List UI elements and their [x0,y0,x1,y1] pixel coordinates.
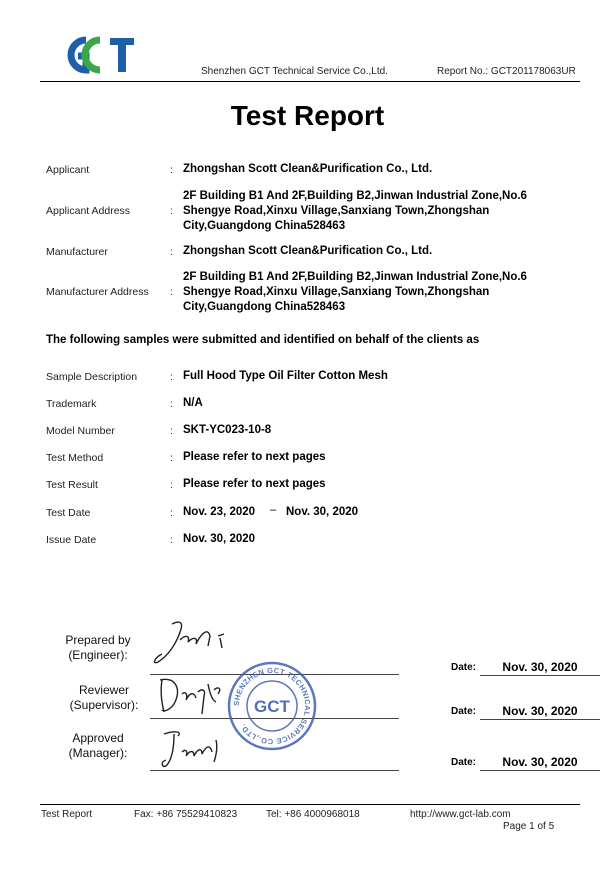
colon: : [170,507,173,519]
label-line: (Manager): [68,746,128,760]
address-line: Shengye Road,Xinxu Village,Sanxiang Town,Zhongshan [183,286,490,298]
test-method-label: Test Method [46,452,104,464]
reviewer-label [58,683,150,713]
model-number-label: Model Number [46,425,115,437]
manufacturer-label: Manufacturer [46,246,108,258]
sample-description-label: Sample Description [46,371,138,383]
address-line: Shengye Road,Xinxu Village,Sanxiang Town,Zhongshan [183,205,490,217]
trademark-label: Trademark [46,398,97,410]
manufacturer-value: Zhongshan Scott Clean&Purification Co., Ltd. [183,245,433,257]
test-date-end: Nov. 30, 2020 [286,506,359,518]
company-stamp [226,660,318,752]
trademark-value: N/A [183,397,203,409]
colon: : [170,398,173,410]
colon: : [170,534,173,546]
stamp-ring-text: SHENZHEN GCT TECHNICAL SERVICE CO.,LTD. [231,665,313,747]
reviewer-date-value: Nov. 30, 2020 [502,704,578,718]
colon: : [170,371,173,383]
sample-description-value: Full Hood Type Oil Filter Cotton Mesh [183,370,388,382]
footer-fax: Fax: +86 75529410823 [134,809,238,820]
colon: : [170,205,173,217]
colon: : [170,425,173,437]
approved-date-label: Date: [451,757,477,768]
approved-date-line [480,770,600,771]
reviewer-date-line [480,719,600,720]
header-divider [40,81,580,82]
samples-section-heading: The following samples were submitted and identified on behalf of the clients as [46,334,480,346]
approved-label [52,731,144,761]
test-date-separator: – [270,504,277,516]
prepared-date-value: Nov. 30, 2020 [502,660,578,674]
model-number-value: SKT-YC023-10-8 [183,424,272,436]
prepared-date-label: Date: [451,662,477,673]
applicant-address-value [183,189,563,234]
manager-signature-line [150,770,399,771]
address-line: City,Guangdong China528463 [183,301,346,313]
applicant-value: Zhongshan Scott Clean&Purification Co., Ltd. [183,163,433,175]
address-line: City,Guangdong China528463 [183,220,346,232]
label-line: Reviewer [78,683,129,697]
colon: : [170,246,173,258]
footer-divider [40,804,580,805]
manufacturer-address-value [183,270,563,315]
applicant-label: Applicant [46,164,90,176]
label-line: (Supervisor): [69,698,139,712]
manufacturer-address-label: Manufacturer Address [46,286,149,298]
test-result-label: Test Result [46,479,98,491]
colon: : [170,479,173,491]
colon: : [170,452,173,464]
test-date-start: Nov. 23, 2020 [183,506,256,518]
test-result-value: Please refer to next pages [183,478,326,490]
address-line: 2F Building B1 And 2F,Building B2,Jinwan Industrial Zone,No.6 [183,271,527,283]
footer-url[interactable]: http://www.gct-lab.com [410,809,511,820]
prepared-by-label [52,633,144,663]
test-method-value: Please refer to next pages [183,451,326,463]
label-line: (Engineer): [68,648,128,662]
approved-date-value: Nov. 30, 2020 [502,755,578,769]
colon: : [170,164,173,176]
colon: : [170,286,173,298]
footer-tel: Tel: +86 4000968018 [266,809,360,820]
issue-date-value: Nov. 30, 2020 [183,533,256,545]
gct-logo [64,34,136,76]
footer-page-number: Page 1 of 5 [503,821,555,832]
prepared-date-line [480,675,600,676]
header-company: Shenzhen GCT Technical Service Co.,Ltd. [201,66,388,77]
header-report-number: Report No.: GCT201178063UR [437,66,576,77]
label-line: Approved [72,731,124,745]
stamp-center-text: GCT [254,697,290,716]
footer-doc: Test Report [41,809,93,820]
address-line: 2F Building B1 And 2F,Building B2,Jinwan Industrial Zone,No.6 [183,190,527,202]
reviewer-date-label: Date: [451,706,477,717]
issue-date-label: Issue Date [46,534,97,546]
label-line: Prepared by [65,633,131,647]
page-title: Test Report [230,100,385,131]
applicant-address-label: Applicant Address [46,205,131,217]
test-date-label: Test Date [46,507,91,519]
